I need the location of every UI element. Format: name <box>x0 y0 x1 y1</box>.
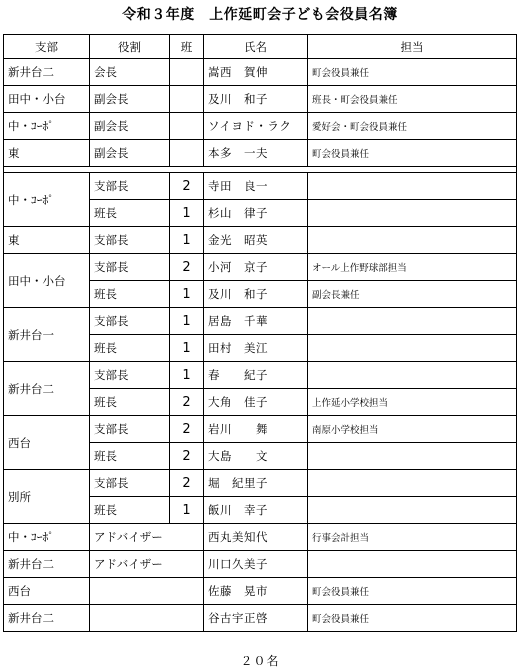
duty-cell: 班長・町会役員兼任 <box>308 86 517 113</box>
han-cell: 1 <box>170 227 204 254</box>
name-cell: 大島 文 <box>204 443 308 470</box>
name-cell: 嵩西 賀伸 <box>204 59 308 86</box>
table-row <box>4 227 517 254</box>
role-cell: 会長 <box>90 59 170 86</box>
han-cell: 2 <box>170 389 204 416</box>
han-cell: 2 <box>170 443 204 470</box>
name-cell: 杉山 律子 <box>204 200 308 227</box>
role-cell: 副会長 <box>90 86 170 113</box>
han-cell: 2 <box>170 416 204 443</box>
han-cell: 1 <box>170 362 204 389</box>
role-cell: 支部長 <box>90 173 170 200</box>
table-row <box>4 416 517 443</box>
name-cell: 寺田 良一 <box>204 173 308 200</box>
document-title: 令和３年度 上作延町会子ども会役員名簿 <box>122 7 398 23</box>
role-cell: アドバイザー <box>90 551 204 578</box>
branch-cell: 中・ｺｰﾎﾟ <box>4 113 90 140</box>
name-cell: 居島 千華 <box>204 308 308 335</box>
branch-cell: 新井台二 <box>4 551 90 578</box>
member-count: ２０名 <box>240 654 280 668</box>
han-cell <box>170 113 204 140</box>
table-row <box>4 308 517 335</box>
table-row <box>4 578 517 605</box>
name-cell: 春 紀子 <box>204 362 308 389</box>
name-cell: 川口久美子 <box>204 551 308 578</box>
duty-cell: 副会長兼任 <box>308 281 517 308</box>
name-cell: 西丸美知代 <box>204 524 308 551</box>
table-row <box>4 524 517 551</box>
duty-cell: 愛好会・町会役員兼任 <box>308 113 517 140</box>
duty-cell: 南原小学校担当 <box>308 416 517 443</box>
han-cell: 1 <box>170 308 204 335</box>
roster-table <box>3 34 517 632</box>
branch-cell: 東 <box>4 140 90 167</box>
name-cell: 岩川 舞 <box>204 416 308 443</box>
role-cell: 支部長 <box>90 254 170 281</box>
han-cell: 1 <box>170 200 204 227</box>
duty-cell: 町会役員兼任 <box>308 140 517 167</box>
name-cell: 金光 昭英 <box>204 227 308 254</box>
roster-body <box>4 59 517 632</box>
name-cell: 小河 京子 <box>204 254 308 281</box>
duty-cell: 町会役員兼任 <box>308 578 517 605</box>
han-cell <box>170 59 204 86</box>
han-cell: 1 <box>170 281 204 308</box>
han-cell <box>170 86 204 113</box>
name-cell: 及川 和子 <box>204 86 308 113</box>
duty-cell: 上作延小学校担当 <box>308 389 517 416</box>
name-cell: 及川 和子 <box>204 281 308 308</box>
role-cell: 班長 <box>90 497 170 524</box>
branch-cell: 新井台二 <box>4 362 90 416</box>
table-row <box>4 59 517 86</box>
name-cell: 本多 一夫 <box>204 140 308 167</box>
role-cell: 副会長 <box>90 140 170 167</box>
duty-cell <box>308 497 517 524</box>
branch-cell: 中・ｺｰﾎﾟ <box>4 524 90 551</box>
name-cell: 佐藤 晃市 <box>204 578 308 605</box>
duty-cell <box>308 335 517 362</box>
name-cell: 谷古宇正啓 <box>204 605 308 632</box>
table-row <box>4 551 517 578</box>
header-role: 役割 <box>90 35 170 59</box>
table-row <box>4 254 517 281</box>
role-cell: 支部長 <box>90 362 170 389</box>
name-cell: 大角 佳子 <box>204 389 308 416</box>
table-row <box>4 362 517 389</box>
name-cell: 堀 紀里子 <box>204 470 308 497</box>
duty-cell <box>308 443 517 470</box>
duty-cell <box>308 470 517 497</box>
branch-cell: 新井台二 <box>4 59 90 86</box>
name-cell: 飯川 幸子 <box>204 497 308 524</box>
role-cell: 支部長 <box>90 416 170 443</box>
branch-cell: 田中・小台 <box>4 254 90 308</box>
role-cell: アドバイザー <box>90 524 204 551</box>
duty-cell: 町会役員兼任 <box>308 605 517 632</box>
header-duty: 担当 <box>308 35 517 59</box>
duty-cell <box>308 308 517 335</box>
table-row <box>4 173 517 200</box>
branch-cell: 中・ｺｰﾎﾟ <box>4 173 90 227</box>
branch-cell: 田中・小台 <box>4 86 90 113</box>
role-cell: 支部長 <box>90 470 170 497</box>
role-cell <box>90 605 204 632</box>
branch-cell: 新井台一 <box>4 308 90 362</box>
duty-cell: オール上作野球部担当 <box>308 254 517 281</box>
role-cell: 班長 <box>90 443 170 470</box>
han-cell: 1 <box>170 497 204 524</box>
header-name: 氏名 <box>204 35 308 59</box>
role-cell: 支部長 <box>90 227 170 254</box>
han-cell: 2 <box>170 254 204 281</box>
table-row <box>4 113 517 140</box>
han-cell: 2 <box>170 173 204 200</box>
table-header-row <box>4 35 517 59</box>
role-cell: 副会長 <box>90 113 170 140</box>
role-cell: 班長 <box>90 335 170 362</box>
duty-cell <box>308 173 517 200</box>
duty-cell: 行事会計担当 <box>308 524 517 551</box>
branch-cell: 東 <box>4 227 90 254</box>
duty-cell <box>308 551 517 578</box>
table-row <box>4 140 517 167</box>
han-cell: 1 <box>170 335 204 362</box>
table-row <box>4 86 517 113</box>
branch-cell: 別所 <box>4 470 90 524</box>
duty-cell <box>308 227 517 254</box>
branch-cell: 西台 <box>4 416 90 470</box>
han-cell <box>170 140 204 167</box>
han-cell: 2 <box>170 470 204 497</box>
duty-cell <box>308 200 517 227</box>
table-row <box>4 605 517 632</box>
role-cell: 班長 <box>90 200 170 227</box>
header-han: 班 <box>170 35 204 59</box>
role-cell: 班長 <box>90 281 170 308</box>
role-cell: 支部長 <box>90 308 170 335</box>
role-cell <box>90 578 204 605</box>
name-cell: 田村 美江 <box>204 335 308 362</box>
header-branch: 支部 <box>4 35 90 59</box>
branch-cell: 新井台二 <box>4 605 90 632</box>
table-row <box>4 470 517 497</box>
branch-cell: 西台 <box>4 578 90 605</box>
duty-cell <box>308 362 517 389</box>
name-cell: ソイヨド・ラク <box>204 113 308 140</box>
role-cell: 班長 <box>90 389 170 416</box>
duty-cell: 町会役員兼任 <box>308 59 517 86</box>
